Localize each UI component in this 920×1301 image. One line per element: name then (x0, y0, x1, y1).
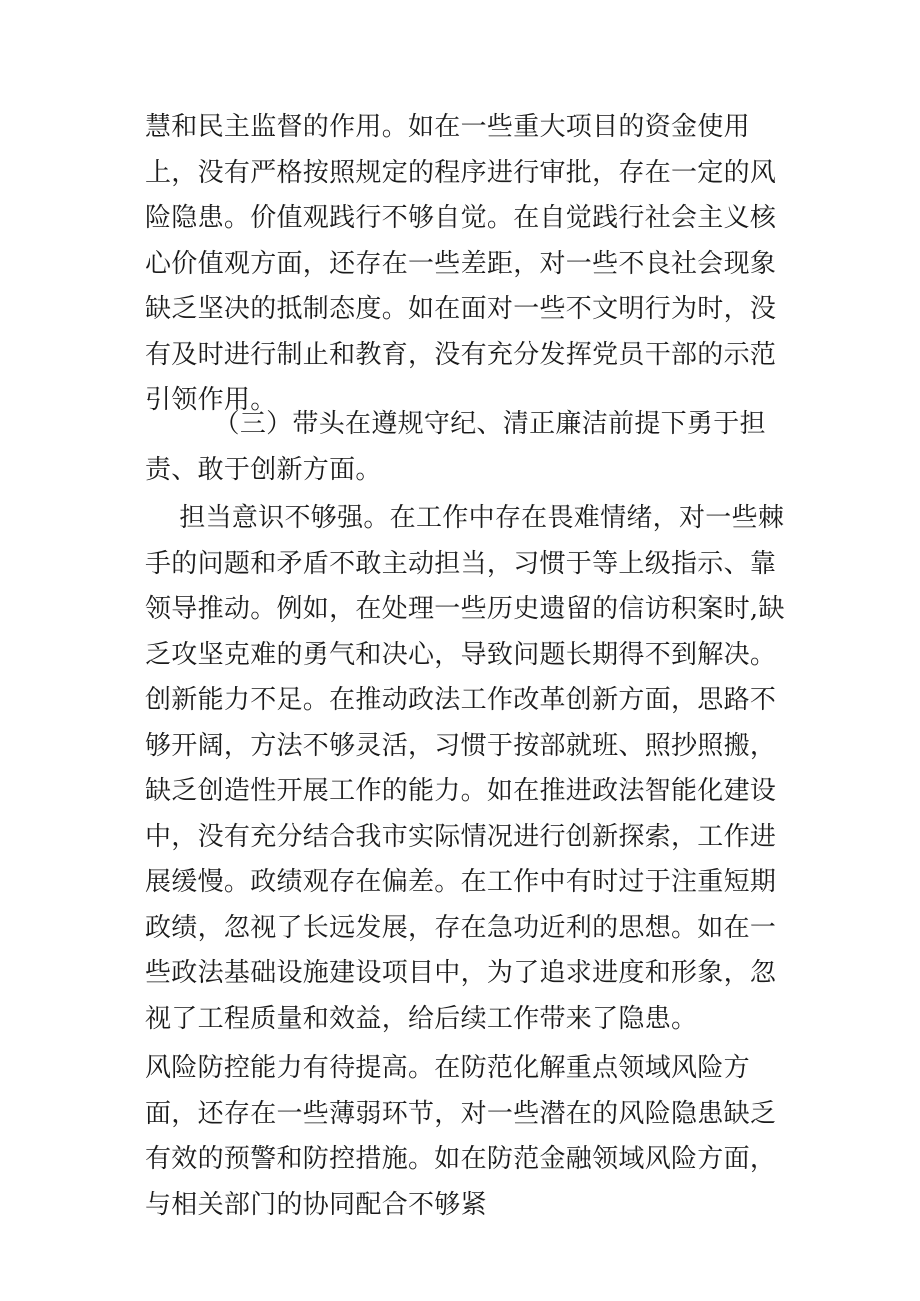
paragraph-responsibility: 担当意识不够强。在工作中存在畏难情绪，对一些棘手的问题和矛盾不敢主动担当，习惯于等上级指示、靠领导推动。例如，在处理一些历史遗留的信访积案时,缺乏攻坚克难的勇气和决心，导致问题长期得不到解决。创新能力不足。在推动政法工作改革创新方面，思路不够开阔，方法不够灵活，习惯于按部就班、照抄照搬，缺乏创造性开展工作的能力。如在推进政法智能化建设中，没有充分结合我市实际情况进行创新探索，工作进展缓慢。政绩观存在偏差。在工作中有时过于注重短期政绩，忽视了长远发展，存在急功近利的思想。如在一些政法基础设施建设项目中，为了追求进度和形象，忽视了工程质量和效益，给后续工作带来了隐患。 (145, 503, 785, 1034)
section-heading: （三）带头在遵规守纪、清正廉洁前提下勇于担责、敢于创新方面。 (145, 409, 766, 485)
paragraph-continuation: 慧和民主监督的作用。如在一些重大项目的资金使用上，没有严格按照规定的程序进行审批，存在一定的风险隐患。价值观践行不够自觉。在自觉践行社会主义核心价值观方面，还存在一些差距，对一些不良社会现象缺乏坚决的抵制态度。如在面对一些不文明行为时，没有及时进行制止和教育，没有充分发挥党员干部的示范引领作用。 (145, 112, 777, 415)
paragraph-risk-control: 风险防控能力有待提高。在防范化解重点领域风险方面，还存在一些薄弱环节，对一些潜在的风险隐患缺乏有效的预警和防控措施。如在防范金融领域风险方面，与相关部门的协同配合不够紧 (145, 1053, 777, 1220)
